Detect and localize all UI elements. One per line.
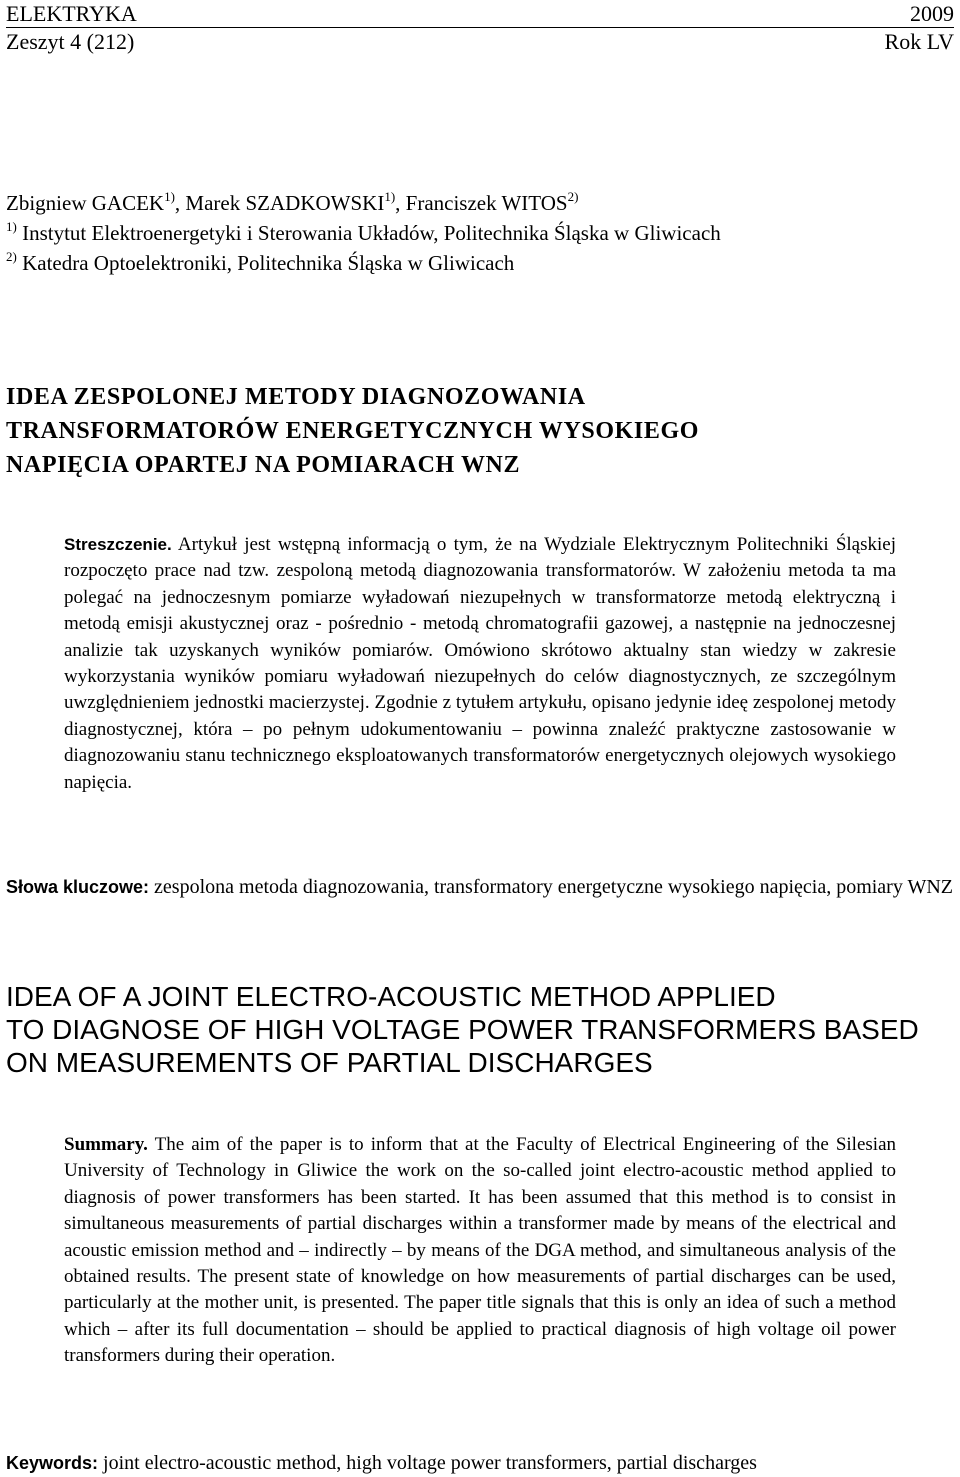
- author-3-affiliation-mark: 2): [567, 189, 579, 204]
- author-1: Zbigniew GACEK: [6, 191, 165, 215]
- keywords-polish: [6, 873, 954, 901]
- author-2-affiliation-mark: 1): [384, 189, 396, 204]
- affiliation-2: [6, 248, 721, 278]
- keywords-english: [6, 1449, 954, 1477]
- keywords-en-label: Keywords:: [6, 1453, 99, 1473]
- abstract-pl-text: Artykuł jest wstępną informacją o tym, że na Wydziale Elektrycznym Politechniki Śląskiej rozpoczęto prace nad tzw. zespoloną metodą diagnozowania transformatorów. W założeniu metoda ta ma polegać na jednoczesnym pomiarze wyładowań niezupełnych w transformatorze metodą elektryczną i metodą emisji akustycznej oraz - pośrednio - metodą chromatografii gazowej, a następnie na jednoczesnej analizie tak uzyskanych wyników pomiarów. Omówiono skrótowo aktualny stan wiedzy w zakresie wykorzystania wyników pomiaru wyładowań niezupełnych do celów diagnostycznych, ze szczególnym uwzględnieniem jednostki macierzystej. Zgodnie z tytułem artykułu, opisano jedynie ideę zespolonej metody diagnostycznej, która – po pełnym udokumentowaniu – powinna znaleźć praktyczne zastosowanie w diagnozowaniu stanu technicznego eksploatowanych transformatorów energetycznych olejowych wysokiego napięcia.: [64, 534, 896, 793]
- keywords-en-text: joint electro-acoustic method, high voltage power transformers, partial discharges: [98, 1452, 757, 1474]
- abstract-english: [64, 1132, 896, 1370]
- author-separator: , Marek: [174, 191, 246, 215]
- abstract-polish: [64, 532, 896, 796]
- abstract-en-text: The aim of the paper is to inform that at the Faculty of Electrical Engineering of the Silesian University of Technology in Gliwice the work on the so-called joint electro-acoustic method applied to diagnosis of power transformers has been started. It has been assumed that this method is to consist in simultaneous measurements of partial discharges within a transformer made by means of the electrical and acoustic emission method and – indirectly – by means of the DGA method, and simultaneous analysis of the obtained results. The present state of knowledge on how measurements of partial discharges can be used, particularly at the mother unit, is presented. The paper title signals that this is only an idea of such a method which – after its full documentation – should be applied to practical diagnosis of high voltage oil power transformers during their operation.: [64, 1134, 896, 1367]
- paper-title-polish: [6, 380, 699, 482]
- journal-issue: Zeszyt 4 (212): [6, 29, 135, 54]
- affiliation-1-text: Instytut Elektroenergetyki i Sterowania Układów, Politechnika Śląska w Gliwicach: [16, 221, 721, 245]
- title-pl-line-3: NAPIĘCIA OPARTEJ NA POMIARACH WNZ: [6, 452, 521, 478]
- title-en-line-1: IDEA OF A JOINT ELECTRO-ACOUSTIC METHOD APPLIED: [6, 981, 776, 1012]
- paper-title-english: [6, 980, 919, 1079]
- journal-volume: Rok LV: [884, 29, 954, 54]
- title-pl-line-2: TRANSFORMATORÓW ENERGETYCZNYCH WYSOKIEGO: [6, 418, 699, 444]
- affiliation-1: [6, 218, 721, 248]
- title-en-line-2: TO DIAGNOSE OF HIGH VOLTAGE POWER TRANSFORMERS BASED: [6, 1014, 919, 1045]
- abstract-pl-label: Streszczenie.: [64, 535, 172, 554]
- keywords-pl-text: zespolona metoda diagnozowania, transformatory energetyczne wysokiego napięcia, pomiary WNZ: [149, 876, 954, 898]
- author-3: , Franciszek WITOS: [395, 191, 568, 215]
- journal-name: ELEKTRYKA: [6, 1, 137, 26]
- authors-block: [6, 188, 721, 278]
- author-1-affiliation-mark: 1): [164, 189, 175, 204]
- journal-header: [6, 0, 954, 55]
- abstract-en-label: Summary.: [64, 1134, 148, 1155]
- affiliation-1-mark: 1): [6, 219, 17, 234]
- author-line: [6, 188, 721, 218]
- affiliation-2-mark: 2): [6, 249, 17, 264]
- affiliation-2-text: Katedra Optoelektroniki, Politechnika Śląska w Gliwicach: [16, 251, 515, 275]
- header-row-1: [6, 0, 954, 28]
- title-en-line-3: ON MEASUREMENTS OF PARTIAL DISCHARGES: [6, 1047, 653, 1078]
- author-2: SZADKOWSKI: [245, 191, 385, 215]
- keywords-pl-label: Słowa kluczowe:: [6, 877, 150, 897]
- journal-year: 2009: [910, 1, 954, 26]
- title-pl-line-1: IDEA ZESPOLONEJ METODY DIAGNOZOWANIA: [6, 384, 586, 410]
- header-row-2: [6, 28, 954, 55]
